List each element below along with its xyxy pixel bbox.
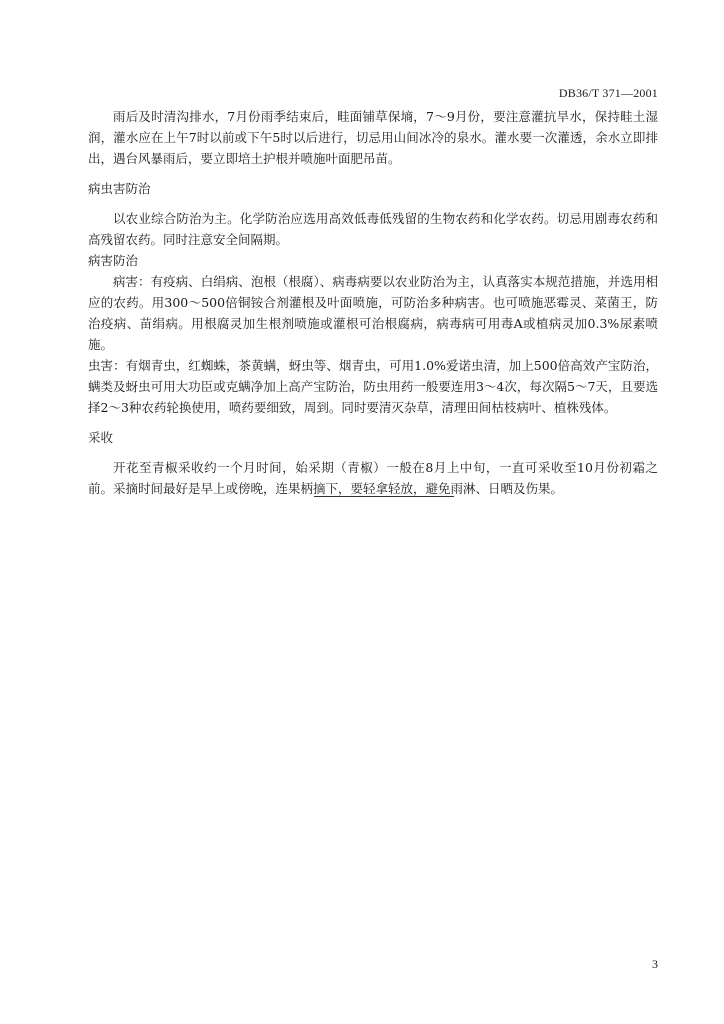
disease-control-heading: 病害防治	[88, 253, 139, 268]
pest-control-heading: 病虫害防治	[88, 181, 151, 196]
end-of-text-rule	[314, 496, 454, 497]
document-body	[88, 106, 658, 499]
page-number: 3	[652, 957, 658, 971]
irrigation-paragraph: 雨后及时清沟排水，7月份雨季结束后，畦面铺草保墒，7～9月份，要注意灌抗旱水，保持畦土湿润，灌水应在上午7时以前或下午5时以后进行，切忌用山间冰冷的泉水。灌水要一次灌透，余水立即排出，遇台风暴雨后，要立即培土护根并喷施叶面肥吊苗。	[88, 109, 658, 166]
harvest-heading: 采收	[88, 430, 114, 445]
insect-paragraph: 虫害：有烟青虫，红蜘蛛，茶黄螨，蚜虫等、烟青虫，可用1.0%爱诺虫清，加上500倍高效产宝防治，螨类及蚜虫可用大功臣或克螨净加上高产宝防治，防虫用药一般要连用3～4次，每次隔5～7天，且要选择2～3种农药轮换使用，喷药要细致，周到。同时要清灭杂草，清理田间枯枝病叶、植株残体。	[88, 358, 658, 415]
harvest-paragraph: 开花至青椒采收约一个月时间，始采期（青椒）一般在8月上中旬，一直可采收至10月份初霜之前。采摘时间最好是早上或傍晚，连果柄摘下，要轻拿轻放，避免雨淋、日晒及伤果。	[88, 460, 658, 496]
pest-control-paragraph: 以农业综合防治为主。化学防治应选用高效低毒低残留的生物农药和化学农药。切忌用剧毒农药和高残留农药。同时注意安全间隔期。	[88, 211, 658, 247]
disease-paragraph: 病害：有疫病、白绢病、泡根（根腐）、病毒病要以农业防治为主，认真落实本规范措施，并选用相应的农药。用300～500倍铜铵合剂灌根及叶面喷施，可防治多种病害。也可喷施恶霉灵、菜菌王，防治疫病、苗绢病。用根腐灵加生根剂喷施或灌根可治根腐病，病毒病可用毒A或植病灵加0.3%尿素喷施。	[88, 274, 658, 352]
standard-code: DB36/T 371—2001	[558, 86, 658, 100]
